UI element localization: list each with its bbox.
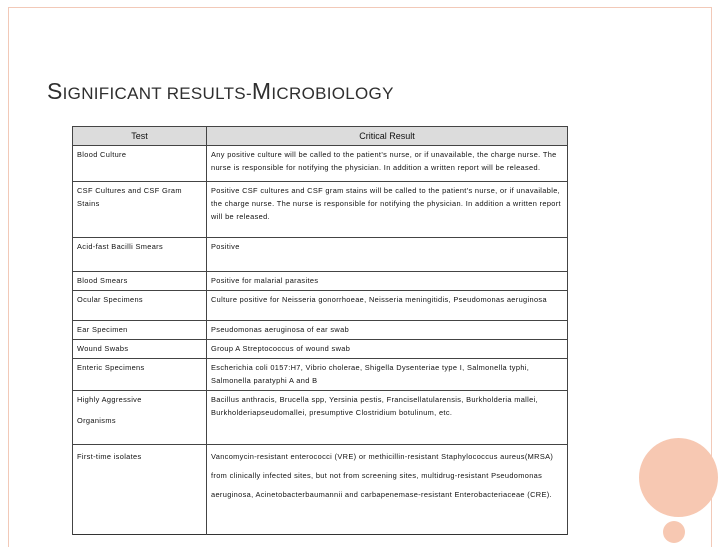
test-cell: Ear Specimen — [73, 321, 207, 340]
table-row — [73, 291, 568, 321]
test-cell: CSF Cultures and CSF Gram Stains — [73, 182, 207, 238]
result-cell: Any positive culture will be called to the patient's nurse, or if unavailable, the charge nurse. The nurse is responsible for notifying the physician. In addition a written report will be released. — [207, 146, 568, 182]
table-row — [73, 359, 568, 391]
test-cell: First-time isolates — [73, 445, 207, 535]
table-header-row — [73, 127, 568, 146]
result-cell: Culture positive for Neisseria gonorrhoeae, Neisseria meningitidis, Pseudomonas aeruginosa — [207, 291, 568, 321]
result-cell: Positive for malarial parasites — [207, 272, 568, 291]
critical-results-table — [72, 126, 568, 535]
result-cell: Group A Streptococcus of wound swab — [207, 340, 568, 359]
result-cell: Escherichia coli 0157:H7, Vibrio cholerae, Shigella Dysenteriae type I, Salmonella typhi, Salmonella paratyphi A and B — [207, 359, 568, 391]
test-cell — [73, 391, 207, 445]
result-cell: Positive — [207, 238, 568, 272]
test-cell: Enteric Specimens — [73, 359, 207, 391]
header-critical-result: Critical Result — [207, 127, 568, 146]
result-cell: Bacillus anthracis, Brucella spp, Yersinia pestis, Francisellatularensis, Burkholderia mallei, Burkholderiapseudomallei, presumptive Clostridium botulinum, etc. — [207, 391, 568, 445]
slide-title: SIGNIFICANT RESULTS-MICROBIOLOGY — [47, 78, 394, 104]
decorative-circle-large — [639, 438, 718, 517]
table-row — [73, 340, 568, 359]
test-cell: Wound Swabs — [73, 340, 207, 359]
test-cell: Blood Smears — [73, 272, 207, 291]
test-cell-line: Highly Aggressive — [77, 395, 142, 404]
test-cell: Acid-fast Bacilli Smears — [73, 238, 207, 272]
test-cell: Blood Culture — [73, 146, 207, 182]
table-row — [73, 182, 568, 238]
table-row — [73, 391, 568, 445]
header-test: Test — [73, 127, 207, 146]
table-row — [73, 321, 568, 340]
table-row — [73, 445, 568, 535]
table-row — [73, 272, 568, 291]
result-cell: Vancomycin-resistant enterococci (VRE) or methicillin-resistant Staphylococcus aureus(MRSA) from clinically infected sites, but not from screening sites, multidrug-resistant Pseudomonas aeruginosa, Acinetobacterbaumannii and carbapenemase-resistant Enterobacteriaceae (CRE). — [207, 445, 568, 535]
result-cell: Positive CSF cultures and CSF gram stains will be called to the patient's nurse, or if unavailable, the charge nurse. The nurse is responsible for notifying the physician. In addition a written report will be released. — [207, 182, 568, 238]
table-row — [73, 146, 568, 182]
test-cell-line: Organisms — [77, 416, 116, 425]
result-cell: Pseudomonas aeruginosa of ear swab — [207, 321, 568, 340]
table-row — [73, 238, 568, 272]
test-cell: Ocular Specimens — [73, 291, 207, 321]
